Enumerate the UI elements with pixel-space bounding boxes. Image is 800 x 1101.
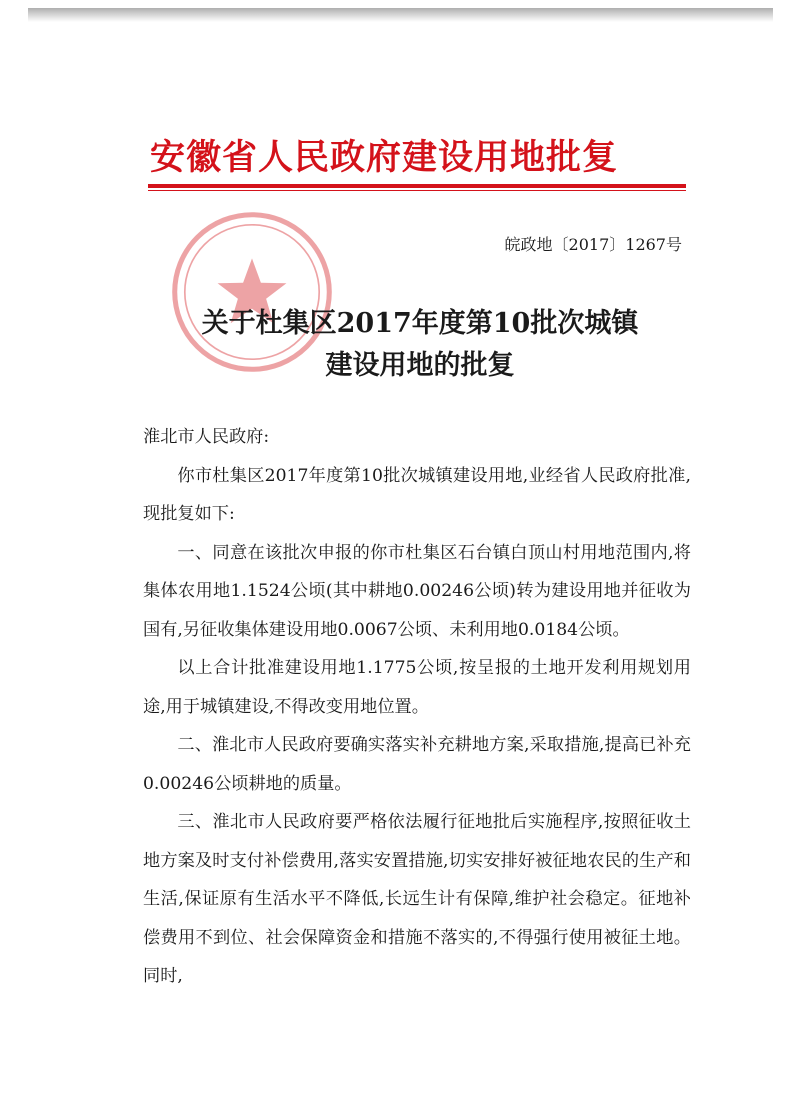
header-divider-thick — [148, 184, 686, 188]
title-line-2: 建设用地的批复 — [325, 350, 515, 381]
issuer-title: 安徽省人民政府建设用地批复 — [150, 137, 619, 178]
title-line-1: 关于杜集区2017年度第10批次城镇 — [201, 308, 639, 339]
paragraph-item-2: 二、淮北市人民政府要确实落实补充耕地方案,采取措施,提高已补充0.00246公顷耕地的质量。 — [143, 735, 691, 794]
paragraph-intro: 你市杜集区2017年度第10批次城镇建设用地,业经省人民政府批准,现批复如下: — [143, 465, 691, 524]
document-body — [143, 418, 691, 996]
header-divider-thin — [148, 190, 686, 191]
scan-edge-shadow — [28, 8, 773, 22]
document-title — [140, 303, 700, 387]
paragraph-item-1: 一、同意在该批次申报的你市杜集区石台镇白顶山村用地范围内,将集体农用地1.1524公顷(其中耕地0.00246公顷)转为建设用地并征收为国有,另征收集体建设用地0.0067公顷、未利用地0.0184公顷。 — [143, 542, 691, 640]
salutation: 淮北市人民政府: — [143, 427, 270, 447]
paragraph-total: 以上合计批准建设用地1.1775公顷,按呈报的土地开发利用规划用途,用于城镇建设,不得改变用地位置。 — [143, 658, 691, 717]
paragraph-item-3: 三、淮北市人民政府要严格依法履行征地批后实施程序,按照征收土地方案及时支付补偿费用,落实安置措施,切实安排好被征地农民的生产和生活,保证原有生活水平不降低,长远生计有保障,维护社会稳定。征地补偿费用不到位、社会保障资金和措施不落实的,不得强行使用被征土地。同时, — [143, 812, 691, 986]
document-number: 皖政地〔2017〕1267号 — [504, 235, 682, 254]
